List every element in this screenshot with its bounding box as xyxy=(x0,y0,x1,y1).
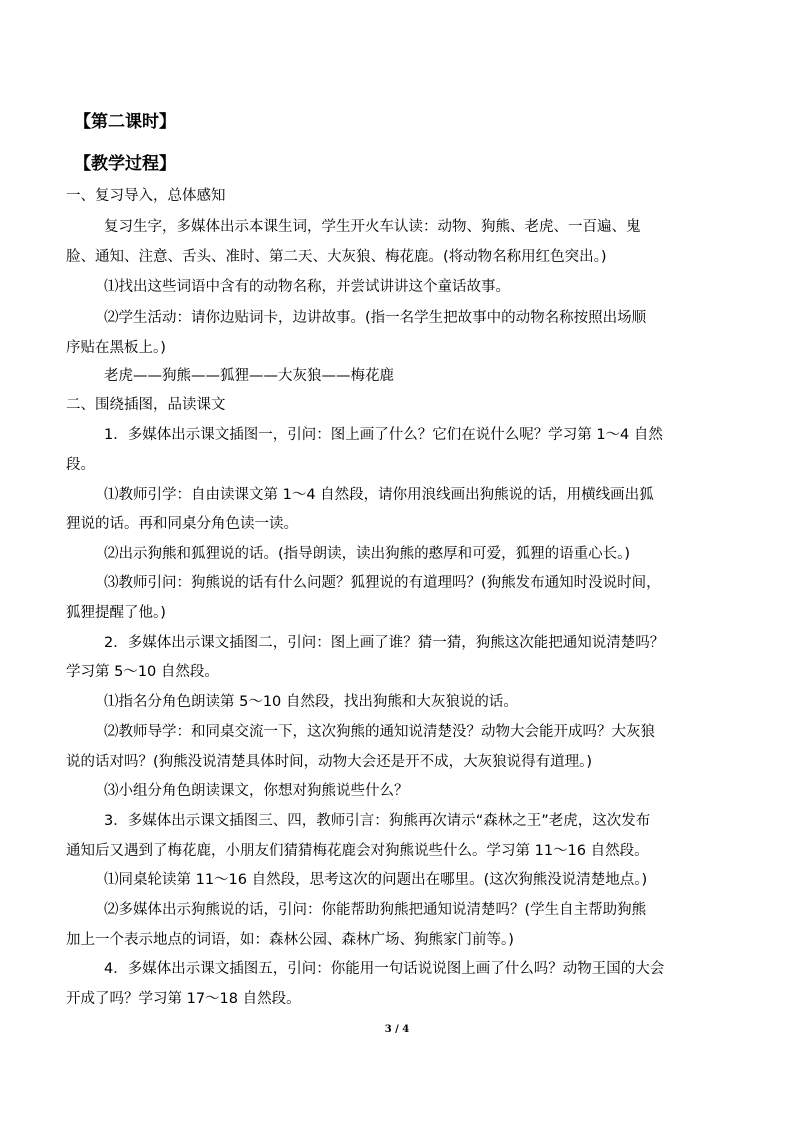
paragraph-line: 2．多媒体出示课文插图二，引问：图上画了谁？猜一猜，狗熊这次能把通知说清楚吗？ xyxy=(104,635,665,651)
paragraph-line: 说的话对吗？(狗熊没说清楚具体时间，动物大会还是开不成，大灰狼说得有道理。) xyxy=(66,754,593,770)
paragraph-line: ⑴同桌轮读第 11～16 自然段，思考这次的问题出在哪里。(这次狗熊没说清楚地点。) xyxy=(104,872,648,888)
paragraph-line: 3．多媒体出示课文插图三、四，教师引言：狗熊再次请示“森林之王”老虎，这次发布 xyxy=(104,813,651,829)
paragraph-line: 脸、通知、注意、舌头、准时、第二天、大灰狼、梅花鹿。(将动物名称用红色突出。) xyxy=(66,249,607,265)
paragraph-line: ⑴找出这些词语中含有的动物名称，并尝试讲讲这个童话故事。 xyxy=(104,279,510,295)
paragraph-line: ⑴教师引学：自由读课文第 1～4 自然段，请你用浪线画出狗熊说的话，用横线画出狐 xyxy=(104,487,654,503)
paragraph-line: 1．多媒体出示课文插图一，引问：图上画了什么？它们在说什么呢？学习第 1～4 自然 xyxy=(104,427,663,443)
paragraph-line: ⑵多媒体出示狗熊说的话，引问：你能帮助狗熊把通知说清楚吗？(学生自主帮助狗熊 xyxy=(104,902,647,918)
paragraph-line: ⑶小组分角色朗读课文，你想对狗熊说些什么？ xyxy=(104,783,409,799)
paragraph-line: 序贴在黑板上。) xyxy=(66,340,166,356)
page-number: 3 / 4 xyxy=(384,1024,410,1035)
paragraph-line: 开成了吗？学习第 17～18 自然段。 xyxy=(66,991,301,1007)
paragraph-line: 复习生字，多媒体出示本课生词，学生开火车认读：动物、狗熊、老虎、一百遍、鬼 xyxy=(104,219,641,235)
paragraph-line: ⑴指名分角色朗读第 5～10 自然段，找出狗熊和大灰狼说的话。 xyxy=(104,694,518,710)
paragraph-line: 加上一个表示地点的词语，如：森林公园、森林广场、狗熊家门前等。) xyxy=(66,932,514,948)
paragraph-line: 段。 xyxy=(66,457,95,473)
paragraph-line: ⑵教师导学：和同桌交流一下，这次狗熊的通知说清楚没？动物大会能开成吗？大灰狼 xyxy=(104,724,655,740)
paragraph-line: ⑵出示狗熊和狐狸说的话。(指导朗读，读出狗熊的憨厚和可爱，狐狸的语重心长。) xyxy=(104,546,631,562)
paragraph-line: 狐狸提醒了他。) xyxy=(66,605,166,621)
paragraph-line: 通知后又遇到了梅花鹿，小朋友们猜猜梅花鹿会对狗熊说些什么。学习第 11～16 自然段。 xyxy=(66,843,649,859)
section-heading: 一、复习导入，总体感知 xyxy=(66,188,226,204)
process-heading: 【教学过程】 xyxy=(74,154,176,174)
paragraph-line: 老虎——狗熊——狐狸——大灰狼——梅花鹿 xyxy=(104,368,394,384)
paragraph-line: ⑶教师引问：狗熊说的话有什么问题？狐狸说的有道理吗？(狗熊发布通知时没说时间， xyxy=(104,575,661,591)
paragraph-line: 4．多媒体出示课文插图五，引问：你能用一句话说说图上画了什么吗？动物王国的大会 xyxy=(104,961,665,977)
paragraph-line: 学习第 5～10 自然段。 xyxy=(66,664,219,680)
paragraph-line: ⑵学生活动：请你边贴词卡，边讲故事。(指一名学生把故事中的动物名称按照出场顺 xyxy=(104,310,647,326)
paragraph-line: 狸说的话。再和同桌分角色读一读。 xyxy=(66,516,298,532)
section-heading: 二、围绕插图，品读课文 xyxy=(66,397,226,413)
lesson-heading: 【第二课时】 xyxy=(74,112,176,132)
